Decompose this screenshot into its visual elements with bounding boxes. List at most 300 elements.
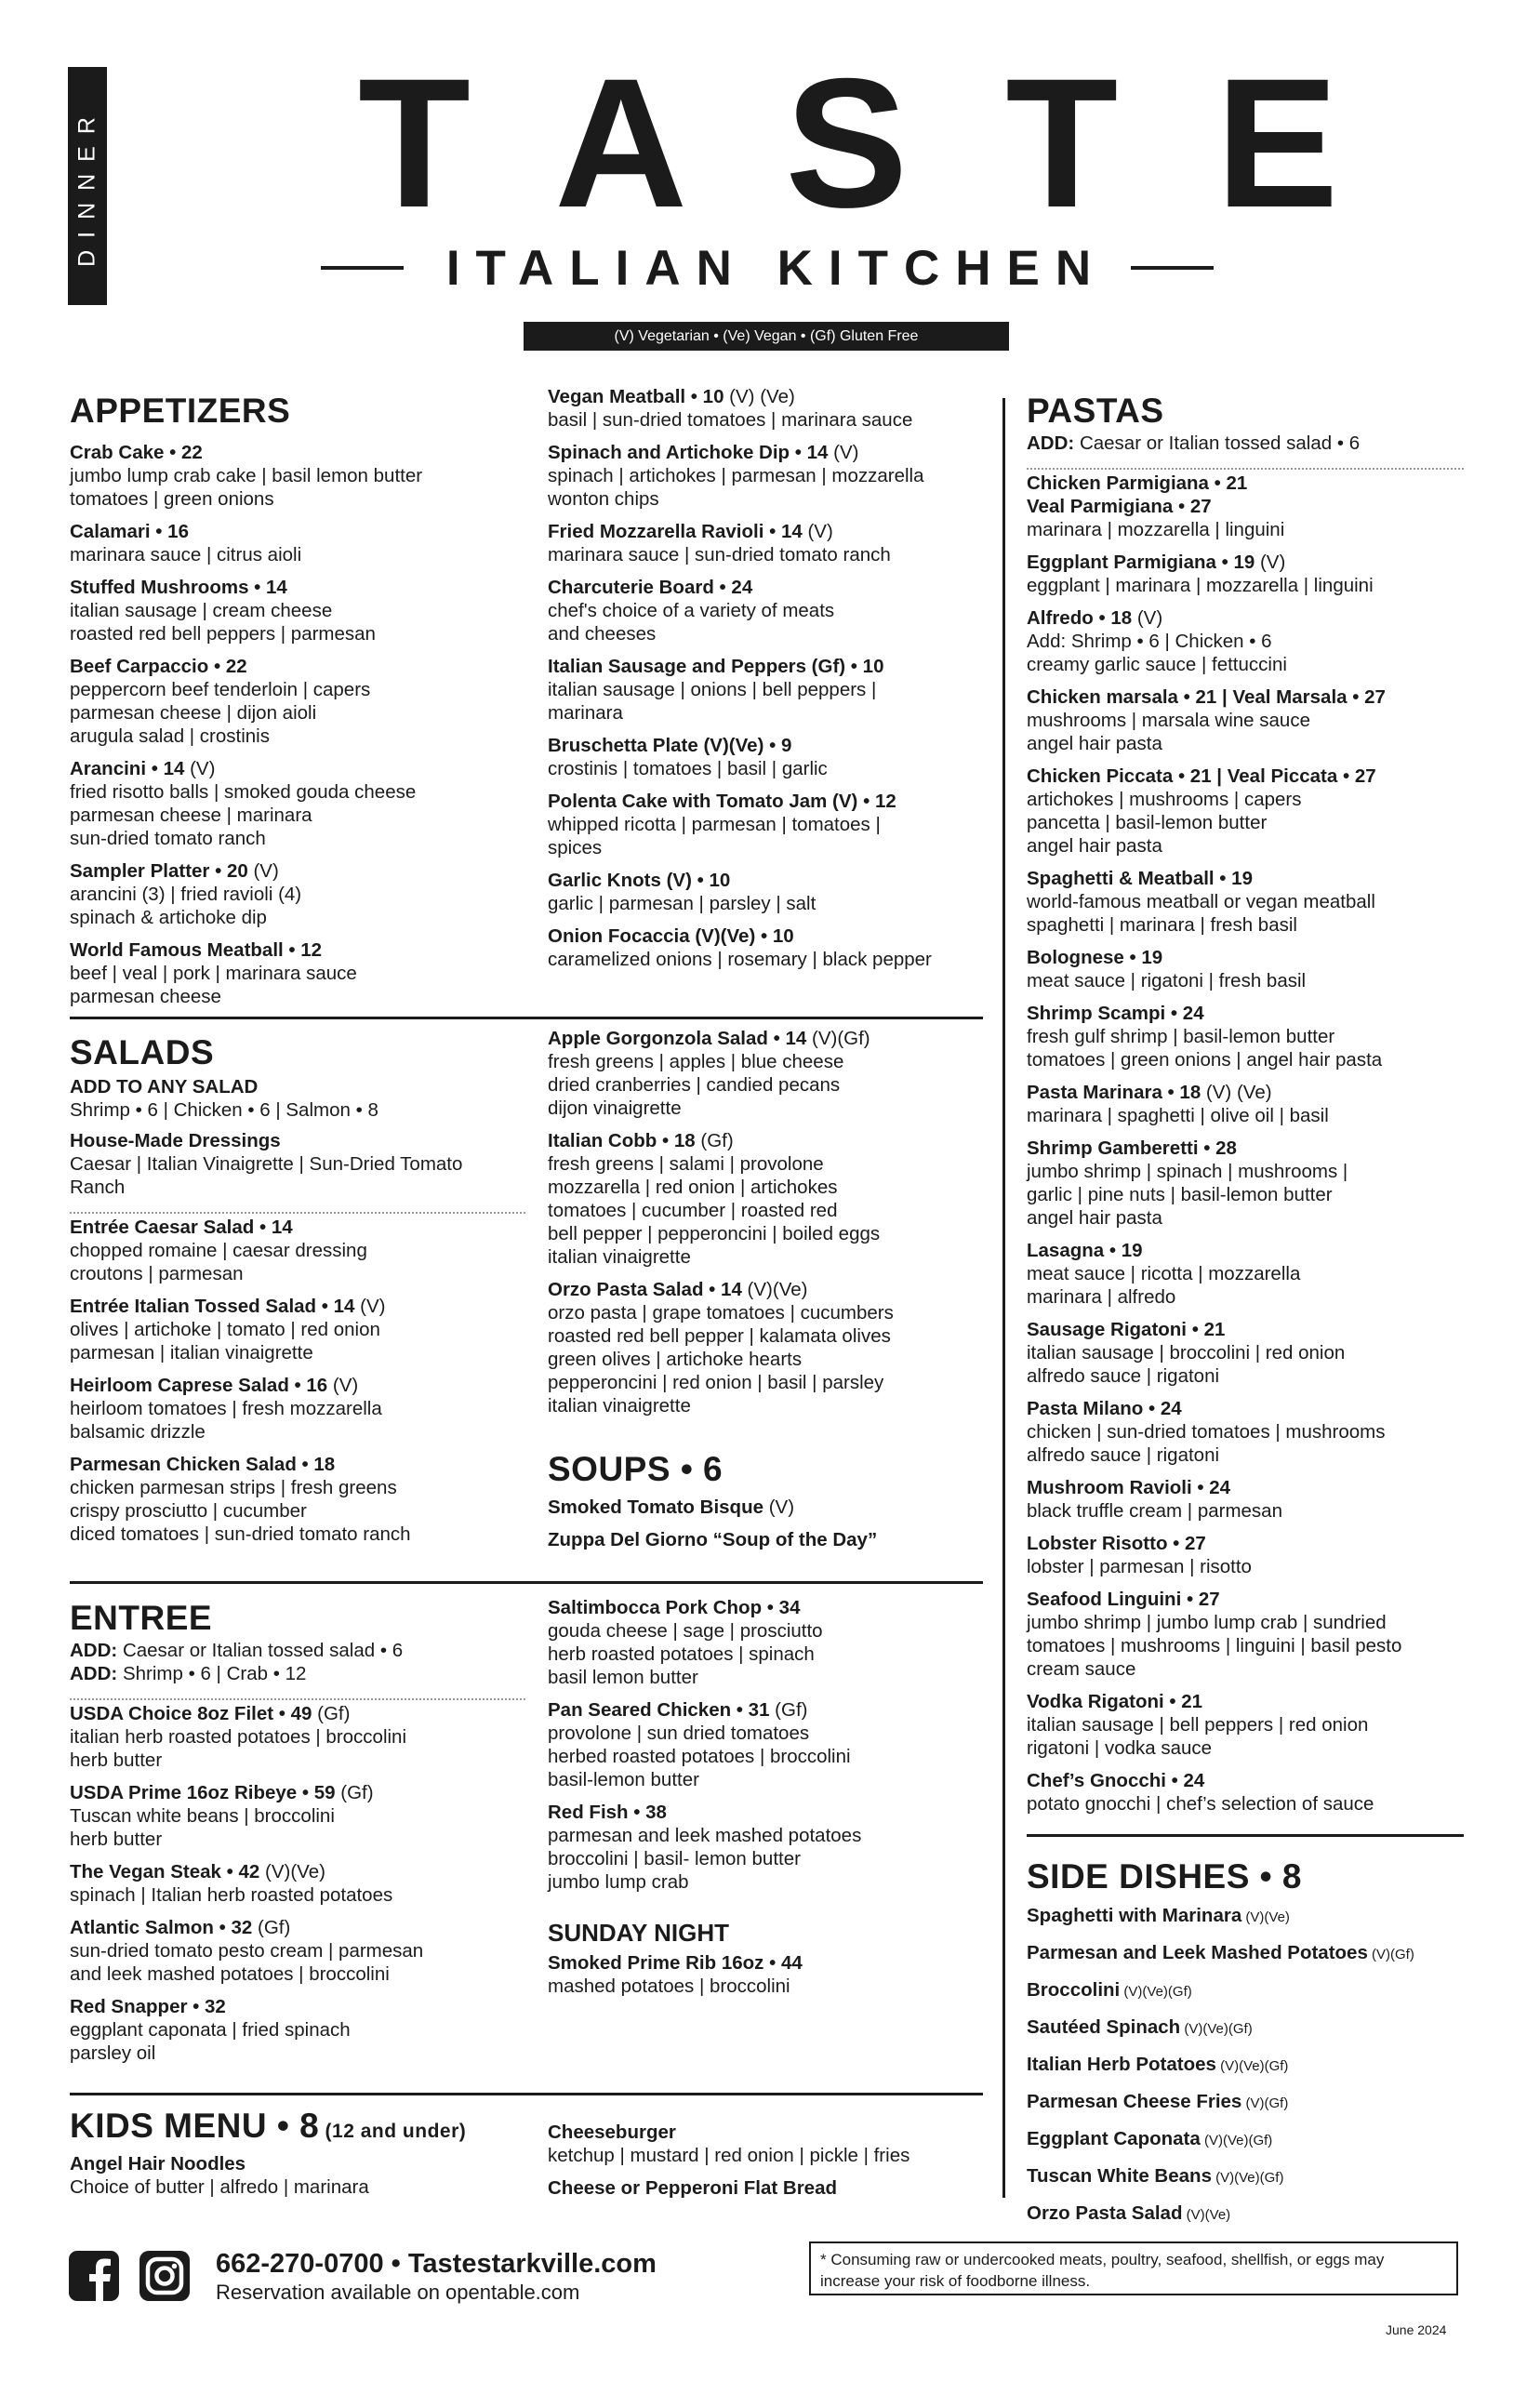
menu-item-name: Cheeseburger [548,2122,676,2143]
menu-item-description: garlic | parmesan | parsley | salt [548,893,816,914]
menu-item [70,2152,525,2199]
column-middle [548,385,985,971]
menu-item [1027,1002,1464,1071]
dotted-divider [1027,468,1464,470]
menu-item [1027,1532,1464,1578]
menu-item-description: creamy garlic sauce | fettuccini [1027,654,1287,675]
menu-item [548,1027,985,1120]
menu-item [548,576,985,645]
menu-item-description: marinara | alfredo [1027,1286,1176,1308]
kids-list [70,2152,525,2199]
menu-item [1027,606,1464,676]
diet-tag: (V) [763,1496,795,1518]
menu-item-description: caramelized onions | rosemary | black pepper [548,949,932,970]
diet-tag: (V) (Ve) [724,386,795,407]
diet-tag: (V)(Ve)(Gf) [1120,1984,1192,2000]
menu-item-description: potato gnocchi | chef’s selection of sauce [1027,1793,1374,1815]
menu-item [1027,2164,1464,2189]
pastas-title: PASTAS [1027,392,1164,430]
menu-item [1027,1941,1464,1966]
logo-subtitle: ITALIAN KITCHEN [445,240,1108,296]
salads-cont-list [548,1027,985,1417]
menu-item-description: jumbo shrimp | jumbo lump crab | sundried [1027,1612,1387,1633]
menu-item-description: tomatoes | cucumber | roasted red [548,1200,838,1221]
menu-item-description: crispy prosciutto | cucumber [70,1500,307,1522]
reservation-note: Reservation available on opentable.com [216,2281,580,2304]
menu-item-name: Sautéed Spinach (V)(Ve)(Gf) [1027,2016,1253,2038]
column-right [1027,391,1464,1816]
menu-item [548,924,985,971]
menu-item-name: Bolognese • 19 [1027,947,1163,968]
divider-salads [70,1017,983,1019]
menu-item [70,1295,525,1364]
menu-item-description: mozzarella | red onion | artichokes [548,1177,838,1198]
food-safety-warning: * Consuming raw or undercooked meats, poultry, seafood, shellfish, or eggs may increase your risk of foodborne illness. [809,2241,1458,2295]
menu-item-description: basil-lemon butter [548,1769,699,1790]
menu-item [70,576,525,645]
entree-list [70,1702,525,2065]
menu-item-description: parmesan cheese [70,986,221,1007]
sunday-night-title: SUNDAY NIGHT [548,1919,730,1947]
logo-rule-left [321,266,404,270]
menu-item-name: Red Fish • 38 [548,1802,667,1823]
menu-item [1027,1769,1464,1816]
menu-item-name: Smoked Prime Rib 16oz • 44 [548,1952,803,1974]
menu-item-description: italian vinaigrette [548,1246,691,1268]
salads-cont-section [548,1027,985,1551]
menu-item [548,1698,985,1791]
menu-item-name: Lasagna • 19 [1027,1240,1143,1261]
logo-title: TASTE [358,40,1437,246]
menu-date: June 2024 [1386,2322,1447,2337]
menu-item-name: Orzo Pasta Salad • 14 (V)(Ve) [548,1279,808,1300]
menu-item-description: diced tomatoes | sun-dried tomato ranch [70,1523,411,1545]
diet-tag: (Gf) [312,1703,351,1724]
menu-item-name: Polenta Cake with Tomato Jam (V) • 12 [548,791,896,812]
menu-item-description: italian sausage | broccolini | red onion [1027,1342,1346,1363]
menu-item-name: Spaghetti & Meatball • 19 [1027,868,1253,889]
menu-item-description: broccolini | basil- lemon butter [548,1848,801,1869]
menu-item [1027,1476,1464,1523]
menu-item-description: herbed roasted potatoes | broccolini [548,1746,851,1767]
menu-item-description: spinach | artichokes | parmesan | mozzarella [548,465,924,486]
add-to-salad-options: Shrimp • 6 | Chicken • 6 | Salmon • 8 [70,1099,378,1121]
menu-item-name: Eggplant Caponata (V)(Ve)(Gf) [1027,2128,1273,2149]
menu-item-description: parmesan cheese | dijon aioli [70,702,317,724]
menu-item-description: herb butter [70,1749,163,1771]
menu-item [548,1596,985,1689]
menu-item-description: pepperoncini | red onion | basil | parsley [548,1372,884,1393]
kids-title: KIDS MENU • 8 (12 and under) [70,2107,467,2145]
diet-tag: (V) [1132,607,1163,629]
menu-item-name: Pan Seared Chicken • 31 (Gf) [548,1699,808,1721]
menu-item-description: tomatoes | green onions | angel hair pasta [1027,1049,1383,1071]
menu-item-name: Broccolini (V)(Ve)(Gf) [1027,1979,1192,2001]
menu-item-description: basil | sun-dried tomatoes | marinara sauce [548,409,913,431]
menu-item-description: spaghetti | marinara | fresh basil [1027,914,1297,936]
menu-item-name: Spaghetti with Marinara (V)(Ve) [1027,1905,1290,1926]
sides-section [1027,1856,1464,2227]
diet-tag: (V) [802,521,833,542]
menu-item [548,1951,985,1998]
menu-item-description: jumbo shrimp | spinach | mushrooms | [1027,1161,1348,1182]
menu-item-name: USDA Choice 8oz Filet • 49 (Gf) [70,1703,351,1724]
menu-item [548,790,985,859]
menu-item [548,441,985,511]
salads-title: SALADS [70,1033,215,1071]
dotted-divider [70,1212,525,1214]
divider-kids [70,2093,983,2095]
menu-item-name: Eggplant Parmigiana • 19 (V) [1027,552,1286,573]
menu-item [1027,1690,1464,1760]
menu-item-name: Parmesan Chicken Salad • 18 [70,1454,336,1475]
salads-list [70,1216,525,1546]
menu-item-name: Chef’s Gnocchi • 24 [1027,1770,1205,1791]
menu-item-name: Lobster Risotto • 27 [1027,1533,1206,1554]
menu-item-name: Charcuterie Board • 24 [548,577,753,598]
menu-item-name: Crab Cake • 22 [70,442,203,463]
menu-item-name: Apple Gorgonzola Salad • 14 (V)(Gf) [548,1028,870,1049]
logo-subtitle-row [321,240,1214,296]
menu-item [548,2121,985,2167]
diet-tag: (V)(Ve) [1241,1909,1290,1925]
menu-item-name: Veal Parmigiana • 27 [1027,496,1212,517]
sides-title: SIDE DISHES • 8 [1027,1857,1302,1895]
menu-item-name: Heirloom Caprese Salad • 16 (V) [70,1375,359,1396]
appetizers-title: APPETIZERS [70,392,291,430]
menu-item [1027,2053,1464,2078]
menu-item-name: Smoked Tomato Bisque (V) [548,1496,795,1518]
soups-list [548,1496,985,1551]
logo-rule-right [1131,266,1214,270]
dressings-line: Caesar | Italian Vinaigrette | Sun-Dried Tomato [70,1153,463,1175]
menu-item-name: Angel Hair Noodles [70,2153,246,2175]
diet-tag: (V)(Ve)(Gf) [1215,2058,1289,2074]
menu-item-description: sun-dried tomato pesto cream | parmesan [70,1940,424,1962]
menu-item-description: croutons | parmesan [70,1263,244,1284]
menu-item-description: jumbo lump crab cake | basil lemon butter [70,465,423,486]
menu-item-description: rigatoni | vodka sauce [1027,1737,1213,1759]
menu-item-name: Shrimp Scampi • 24 [1027,1003,1204,1024]
menu-item [70,441,525,511]
menu-item-description: lobster | parmesan | risotto [1027,1556,1252,1577]
facebook-icon[interactable] [69,2251,119,2301]
menu-item-description: tomatoes | green onions [70,488,274,510]
menu-item-name: Chicken Parmigiana • 21 [1027,472,1248,494]
menu-item-description: peppercorn beef tenderloin | capers [70,679,371,700]
divider-entree [70,1581,983,1584]
menu-item-description: italian sausage | cream cheese [70,600,333,621]
menu-item-name: Parmesan Cheese Fries (V)(Gf) [1027,2091,1289,2112]
menu-item [70,520,525,566]
menu-item-description: whipped ricotta | parmesan | tomatoes | [548,814,881,835]
menu-item-name: The Vegan Steak • 42 (V)(Ve) [70,1861,325,1882]
entree-cont-section [548,1596,985,1998]
menu-item-description: angel hair pasta [1027,835,1162,857]
kids-cont-section [548,2121,985,2200]
menu-item [70,1916,525,1986]
menu-item-description: marinara | spaghetti | olive oil | basil [1027,1105,1329,1126]
menu-item-description: angel hair pasta [1027,733,1162,754]
menu-item-description: chicken parmesan strips | fresh greens [70,1477,397,1498]
diet-tag: (Gf) [769,1699,808,1721]
menu-item-name: World Famous Meatball • 12 [70,939,323,961]
dinner-label: DINNER [73,105,100,267]
menu-item [548,869,985,915]
menu-item-description: ketchup | mustard | red onion | pickle | fries [548,2145,910,2166]
salads-section [70,1032,525,1546]
menu-item-description: fried risotto balls | smoked gouda cheese [70,781,417,803]
entree-add-protein: ADD: Shrimp • 6 | Crab • 12 [70,1663,307,1684]
menu-item [1027,2015,1464,2041]
menu-item-description: mashed potatoes | broccolini [548,1975,790,1997]
sides-list [1027,1904,1464,2227]
menu-item-name: Italian Herb Potatoes (V)(Ve)(Gf) [1027,2054,1289,2075]
menu-item-name: Pasta Marinara • 18 (V) (Ve) [1027,1082,1272,1103]
menu-item-description: mushrooms | marsala wine sauce [1027,710,1310,731]
menu-item-name: Arancini • 14 (V) [70,758,216,779]
kids-section [70,2106,525,2199]
menu-item-name: Bruschetta Plate (V)(Ve) • 9 [548,735,792,756]
menu-item-name: Entrée Italian Tossed Salad • 14 (V) [70,1296,386,1317]
menu-item [548,1528,985,1551]
menu-item-description: italian sausage | onions | bell peppers | [548,679,877,700]
pastas-list [1027,472,1464,1816]
menu-item [70,1781,525,1851]
menu-item [70,1216,525,1285]
menu-item-description: fresh greens | apples | blue cheese [548,1051,844,1072]
menu-item-description: olives | artichoke | tomato | red onion [70,1319,380,1340]
menu-item-description: parmesan and leek mashed potatoes [548,1825,862,1846]
menu-item-description: marinara [548,702,623,724]
menu-item [70,938,525,1008]
menu-item-description: eggplant | marinara | mozzarella | linguini [1027,575,1374,596]
menu-item [1027,1081,1464,1127]
menu-item-description: fresh gulf shrimp | basil-lemon butter [1027,1026,1335,1047]
menu-item [70,859,525,929]
diet-tag: (V) [247,860,279,882]
diet-tag: (V)(Gf) [1241,2095,1289,2111]
menu-item-name: Seafood Linguini • 27 [1027,1589,1220,1610]
menu-item [1027,2201,1464,2227]
menu-item [1027,1904,1464,1929]
menu-item [1027,1239,1464,1309]
menu-item-description: arancini (3) | fried ravioli (4) [70,884,302,905]
diet-tag: (V) [327,1375,359,1396]
appetizers-list [70,441,525,1008]
menu-item-name: Spinach and Artichoke Dip • 14 (V) [548,442,859,463]
menu-item-name: Cheese or Pepperoni Flat Bread [548,2177,838,2199]
kids-cont-list [548,2121,985,2200]
menu-item [1027,472,1464,495]
menu-item [548,385,985,432]
sunday-list [548,1951,985,1998]
menu-item-description: roasted red bell peppers | parmesan [70,623,376,645]
menu-item-description: marinara sauce | citrus aioli [70,544,302,565]
diet-tag: (V)(Ve)(Gf) [1200,2133,1273,2148]
menu-item-description: tomatoes | mushrooms | linguini | basil pesto [1027,1635,1402,1656]
menu-item [548,1496,985,1519]
pastas-add-salad: ADD: Caesar or Italian tossed salad • 6 [1027,432,1361,454]
appetizers-cont-list [548,385,985,971]
menu-item-description: herb roasted potatoes | spinach [548,1643,815,1665]
menu-item-description: Add: Shrimp • 6 | Chicken • 6 [1027,631,1272,652]
menu-item-name: Saltimbocca Pork Chop • 34 [548,1597,801,1618]
dressings-title: House-Made Dressings [70,1130,281,1151]
menu-item-description: chicken | sun-dried tomatoes | mushrooms [1027,1421,1386,1443]
diet-tag: (V) [184,758,216,779]
menu-item-description: sun-dried tomato ranch [70,828,266,849]
menu-item-name: Sausage Rigatoni • 21 [1027,1319,1226,1340]
menu-item-name: Garlic Knots (V) • 10 [548,870,731,891]
diet-tag: (V) [1255,552,1286,573]
menu-item-name: Calamari • 16 [70,521,189,542]
diet-tag: (Gf) [335,1782,374,1803]
diet-tag: (V) [828,442,859,463]
menu-item-description: garlic | pine nuts | basil-lemon butter [1027,1184,1333,1205]
menu-item-name: Orzo Pasta Salad (V)(Ve) [1027,2202,1231,2224]
menu-item-description: meat sauce | ricotta | mozzarella [1027,1263,1301,1284]
menu-item-description: and cheeses [548,623,657,645]
menu-item-description: gouda cheese | sage | prosciutto [548,1620,823,1642]
dinner-side-tab [68,67,107,305]
menu-item-description: green olives | artichoke hearts [548,1349,803,1370]
menu-item-description: eggplant caponata | fried spinach [70,2019,351,2041]
menu-item [1027,1978,1464,2003]
menu-item [1027,765,1464,858]
menu-item-description: arugula salad | crostinis [70,725,270,747]
entree-section [70,1598,525,2065]
menu-item-name: Chicken Piccata • 21 | Veal Piccata • 27 [1027,765,1376,787]
menu-item-description: chopped romaine | caesar dressing [70,1240,367,1261]
menu-item-name: Vegan Meatball • 10 (V) (Ve) [548,386,795,407]
menu-item [1027,867,1464,937]
menu-item-name: Fried Mozzarella Ravioli • 14 (V) [548,521,833,542]
menu-item-description: Choice of butter | alfredo | marinara [70,2176,369,2198]
menu-item-name: Shrimp Gamberetti • 28 [1027,1137,1237,1159]
menu-item-name: Onion Focaccia (V)(Ve) • 10 [548,925,794,947]
column-left [70,391,525,1008]
menu-item-name: Zuppa Del Giorno “Soup of the Day” [548,1529,878,1550]
menu-item [1027,1318,1464,1388]
menu-item-description: dried cranberries | candied pecans [548,1074,841,1096]
menu-item-description: italian vinaigrette [548,1395,691,1417]
divider-sides [1027,1834,1464,1837]
menu-item-description: basil lemon butter [548,1667,698,1688]
menu-item [548,1278,985,1417]
menu-item [548,1129,985,1269]
menu-item [70,1453,525,1546]
menu-item [1027,685,1464,755]
menu-item [548,655,985,725]
menu-item-description: chef's choice of a variety of meats [548,600,835,621]
menu-item-description: herb butter [70,1829,163,1850]
menu-item-description: spinach | Italian herb roasted potatoes [70,1884,393,1906]
menu-item-description: heirloom tomatoes | fresh mozzarella [70,1398,382,1419]
diet-legend: (V) Vegetarian • (Ve) Vegan • (Gf) Gluten Free [524,322,1009,351]
menu-item-description: dijon vinaigrette [548,1097,682,1119]
diet-tag: (V) [354,1296,386,1317]
menu-item-name: Alfredo • 18 (V) [1027,607,1163,629]
menu-item-description: Tuscan white beans | broccolini [70,1805,335,1827]
menu-item-description: spinach & artichoke dip [70,907,267,928]
menu-item-name: Beef Carpaccio • 22 [70,656,247,677]
diet-tag: (V)(Gf) [806,1028,870,1049]
menu-item-name: Tuscan White Beans (V)(Ve)(Gf) [1027,2165,1284,2187]
menu-item-description: spices [548,837,603,858]
menu-item [1027,2090,1464,2115]
dressings-line: Ranch [70,1177,126,1198]
dotted-divider [70,1698,525,1700]
menu-item-name: USDA Prime 16oz Ribeye • 59 (Gf) [70,1782,374,1803]
entree-cont-list [548,1596,985,1894]
menu-item-name: Chicken marsala • 21 | Veal Marsala • 27 [1027,686,1386,708]
menu-item-description: pancetta | basil-lemon butter [1027,812,1268,833]
menu-item [1027,946,1464,992]
diet-tag: (Gf) [695,1130,734,1151]
menu-item-name: Sampler Platter • 20 (V) [70,860,279,882]
diet-tag: (V)(Ve) [741,1279,808,1300]
column-divider [1002,398,1005,2198]
menu-item-description: alfredo sauce | rigatoni [1027,1365,1220,1387]
diet-tag: (Gf) [252,1917,291,1938]
menu-item [70,1995,525,2065]
menu-item-name: Italian Sausage and Peppers (Gf) • 10 [548,656,884,677]
menu-item-description: angel hair pasta [1027,1207,1162,1229]
add-to-salad-label: ADD TO ANY SALAD [70,1076,259,1097]
menu-item-description: parsley oil [70,2042,156,2064]
menu-item [1027,2127,1464,2152]
menu-item-description: artichokes | mushrooms | capers [1027,789,1302,810]
menu-item-description: provolone | sun dried tomatoes [548,1723,810,1744]
menu-item-description: roasted red bell pepper | kalamata olives [548,1325,891,1347]
diet-tag: (V) (Ve) [1201,1082,1272,1103]
menu-item-description: balsamic drizzle [70,1421,206,1443]
diet-tag: (V)(Ve) [1182,2207,1231,2223]
entree-add-salad: ADD: Caesar or Italian tossed salad • 6 [70,1640,404,1661]
menu-item [70,1702,525,1772]
menu-item [70,757,525,850]
menu-item [548,734,985,780]
entree-title: ENTREE [70,1599,213,1637]
menu-item-name: Pasta Milano • 24 [1027,1398,1182,1419]
diet-tag: (V)(Ve)(Gf) [1180,2021,1253,2037]
menu-item-description: and leek mashed potatoes | broccolini [70,1963,390,1985]
menu-item-description: world-famous meatball or vegan meatball [1027,891,1375,912]
menu-item-description: cream sauce [1027,1658,1136,1680]
menu-item-description: black truffle cream | parmesan [1027,1500,1282,1522]
menu-item-description: orzo pasta | grape tomatoes | cucumbers [548,1302,894,1324]
instagram-icon[interactable] [139,2251,190,2301]
menu-item-description: italian sausage | bell peppers | red onion [1027,1714,1369,1736]
menu-item [1027,1397,1464,1467]
menu-item-description: parmesan | italian vinaigrette [70,1342,313,1363]
menu-item-name: Entrée Caesar Salad • 14 [70,1217,293,1238]
menu-item [1027,1588,1464,1681]
diet-tag: (V)(Ve)(Gf) [1211,2170,1284,2186]
menu-item-name: Red Snapper • 32 [70,1996,226,2017]
menu-item-description: marinara sauce | sun-dried tomato ranch [548,544,891,565]
diet-tag: (V)(Gf) [1367,1947,1414,1962]
phone-website[interactable]: 662-270-0700 • Tastestarkville.com [216,2249,657,2279]
menu-item-description: bell pepper | pepperoncini | boiled eggs [548,1223,881,1244]
menu-item-description: fresh greens | salami | provolone [548,1153,824,1175]
menu-item-description: italian herb roasted potatoes | broccolini [70,1726,407,1748]
menu-item-description: beef | veal | pork | marinara sauce [70,963,357,984]
menu-item-name: Atlantic Salmon • 32 (Gf) [70,1917,291,1938]
menu-item-description: marinara | mozzarella | linguini [1027,519,1285,540]
diet-tag: (V)(Ve) [259,1861,325,1882]
